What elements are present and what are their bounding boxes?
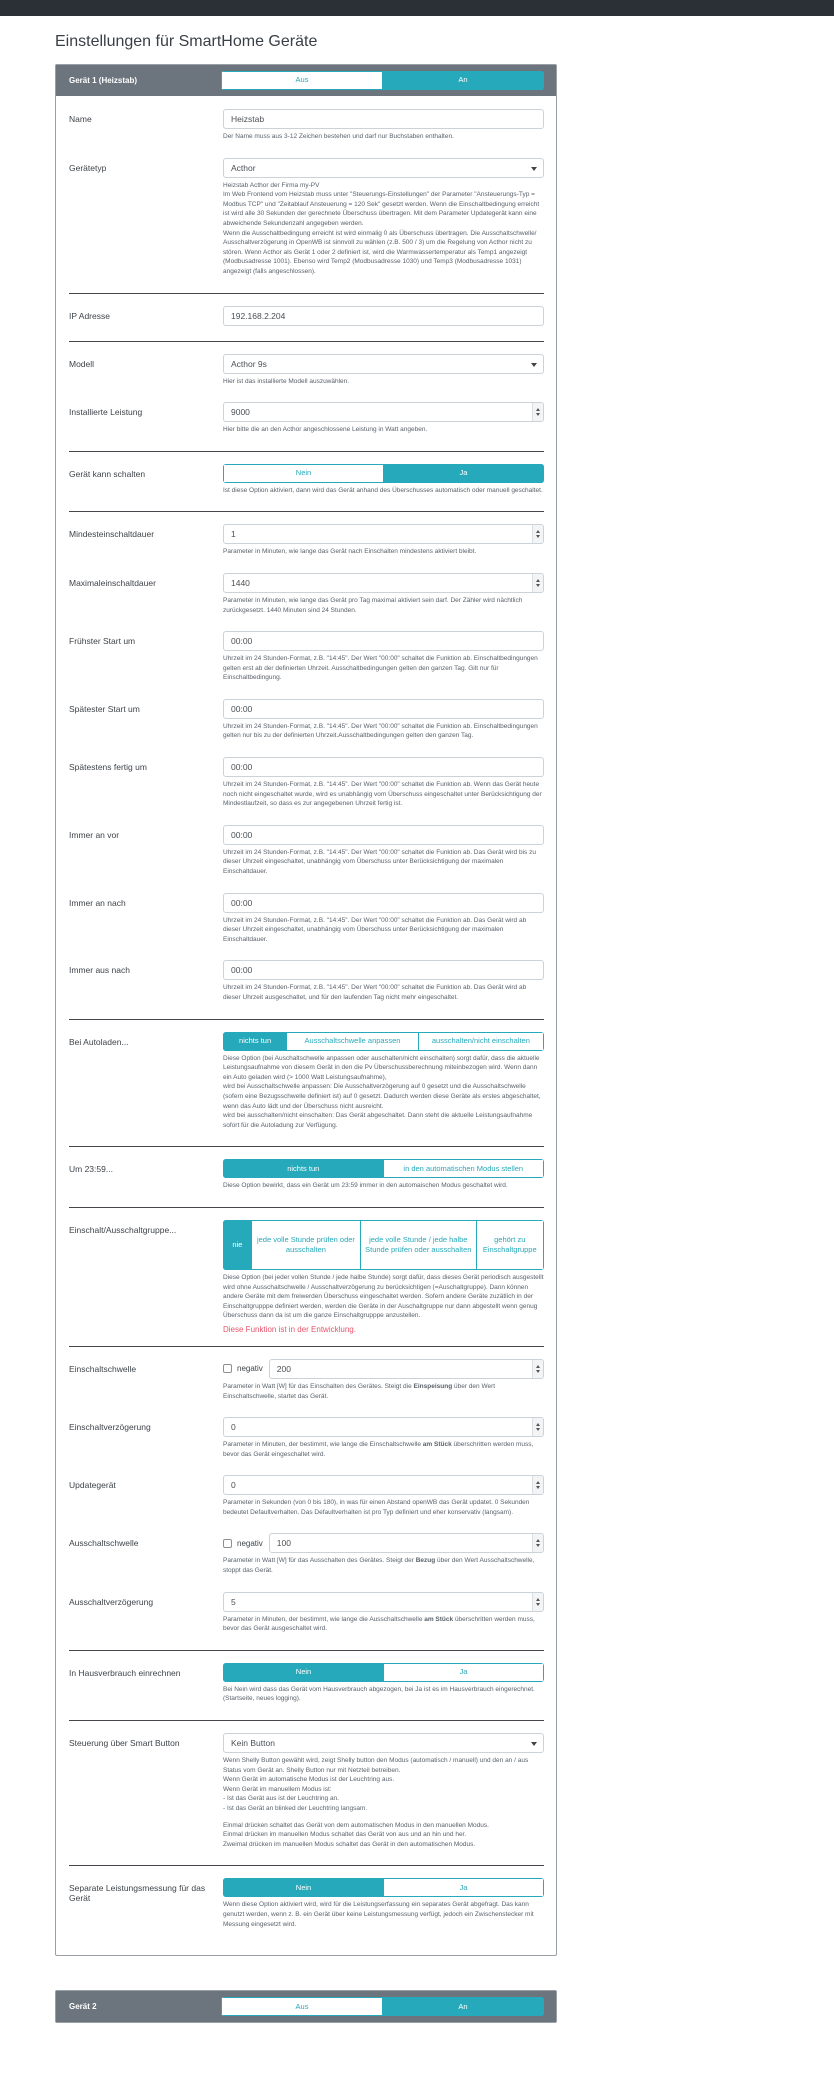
ausschaltverz-label: Ausschaltverzögerung: [69, 1596, 154, 1607]
row-separat: [56, 1878, 556, 1933]
gruppe-help: Diese Option (bei jeder vollen Stunde / jede halbe Stunde) sorgt dafür, dass dieses Gerät periodisch ausgestellt wird ohne Ausschaltschwelle / Ausschaltverzögerung zu berücksichtigen (=Auschaltgruppe). Dann können andere Geräte mit dem freiwerden Überschuss eingeschaltet werden. Sofern andere Geräte zuzätlich in der Einschaltgrupppe definiert werden, werden die Geräte in der Auschaltgruppe nur dann abgestellt wenn genug Überschuss dann da ist um die ganze Einschaltgrupppe anzustellen.: [223, 1273, 544, 1320]
row-autoladen: [56, 1032, 556, 1135]
device2-title: Gerät 2: [69, 2002, 97, 2012]
section-divider: [69, 511, 544, 512]
smartbutton-select[interactable]: [223, 1733, 544, 1753]
autoladen-nichts-tun-button[interactable]: nichts tun: [223, 1032, 287, 1051]
spaetester-label: Spätester Start um: [69, 703, 140, 714]
maximal-label: Maximaleinschaltdauer: [69, 577, 156, 588]
negativ-checkbox-label: negativ: [237, 1364, 263, 1374]
um2359-label: Um 23:59...: [69, 1164, 113, 1175]
einschaltschwelle-input[interactable]: [269, 1359, 544, 1379]
number-spinner[interactable]: [532, 1534, 543, 1552]
chevron-down-icon: [531, 167, 537, 171]
row-leistung: [56, 402, 556, 439]
row-ausschaltschwelle: [56, 1533, 556, 1579]
ausschaltverz-input[interactable]: [223, 1592, 544, 1612]
mindest-input[interactable]: [223, 524, 544, 544]
ausschaltschwelle-label: Ausschaltschwelle: [69, 1538, 139, 1549]
name-label: Name: [69, 114, 92, 124]
row-update: [56, 1475, 556, 1521]
row-gruppe: [56, 1220, 556, 1334]
ausschaltschwelle-help: Parameter in Watt [W] für das Ausschalten des Gerätes. Steigt der Bezug über den Wert Ausschaltschwelle, stoppt das Gerät.: [223, 1557, 535, 1575]
device2-onoff-toggle: [221, 1997, 544, 2016]
kann-schalten-toggle: [223, 464, 544, 483]
section-divider: [69, 1146, 544, 1147]
hausverbrauch-help: Bei Nein wird dass das Gerät vom Hausverbrauch abgezogen, bei Ja ist es im Hausverbrauch eingerechnet. (Startseite, neues logging).: [223, 1685, 535, 1703]
row-modell: [56, 354, 556, 391]
aus-nach-label: Immer aus nach: [69, 965, 130, 976]
device2-header: [56, 1991, 556, 2022]
number-spinner[interactable]: [532, 403, 543, 421]
device1-title: Gerät 1 (Heizstab): [69, 76, 138, 85]
section-divider: [69, 341, 544, 342]
negativ-checkbox[interactable]: [223, 1539, 232, 1548]
fertig-label: Spätestens fertig um: [69, 762, 147, 773]
an-nach-help: Uhrzeit im 24 Stunden-Format, z.B. "14:45". Der Wert "00:00" schaltet die Funktion ab. Das Gerät wird ab dieser Uhrzeit eingeschaltet, unabhängig vom Überschuss unter Berücksichtigung der maximalen Einschaltdauer.: [223, 916, 527, 943]
hausverbrauch-ja-button[interactable]: Ja: [384, 1663, 544, 1682]
update-label: Updategerät: [69, 1480, 116, 1491]
section-divider: [69, 1346, 544, 1347]
chevron-down-icon: [531, 363, 537, 367]
einschaltverz-help: Parameter in Minuten, der bestimmt, wie lange die Einschaltschwelle am Stück überschritten werden muss, bevor das Gerät eingeschaltet wird.: [223, 1441, 534, 1458]
section-divider: [69, 1720, 544, 1721]
row-geraetetyp: [56, 158, 556, 281]
um2359-help: Diese Option bewirkt, dass ein Gerät um 23:59 immer in den automaischen Modus geschaltet wird.: [223, 1182, 508, 1190]
aus-nach-input[interactable]: [223, 960, 544, 980]
gruppe-button-group: [223, 1220, 544, 1270]
gruppe-volle-stunde-button[interactable]: jede volle Stunde prüfen oder ausschalten: [252, 1220, 361, 1270]
gruppe-label: Einschalt/Ausschaltgruppe...: [69, 1224, 177, 1235]
name-help: Der Name muss aus 3-12 Zeichen bestehen und darf nur Buchstaben enthalten.: [223, 133, 454, 140]
device2-an-button[interactable]: An: [383, 1997, 544, 2016]
um2359-nichts-tun-button[interactable]: nichts tun: [223, 1159, 384, 1178]
row-smartbutton: [56, 1733, 556, 1853]
page-title: Einstellungen für SmartHome Geräte: [55, 33, 318, 50]
update-input[interactable]: [223, 1475, 544, 1495]
device1-onoff-toggle: [221, 71, 544, 90]
fruehster-input[interactable]: [223, 631, 544, 651]
separat-help: Wenn diese Option aktiviert wird, wird für die Leistungserfassung ein separates Gerät abgefragt. Das kann genutzt werden, wenn z. B. ein Gerät über keine Leistungsmessung verfügt, jedoch ein Zwischenstecker mit Messung eingesetzt wird.: [223, 1901, 534, 1928]
number-spinner[interactable]: [532, 1360, 543, 1378]
section-divider: [69, 1019, 544, 1020]
maximal-help: Parameter in Minuten, wie lange das Gerät pro Tag maximal aktiviert sein darf. Der Zähler wird nächtlich zurückgesetzt. 1440 Minuten sind 24 Stunden.: [223, 596, 523, 614]
ausschaltverz-help: Parameter in Minuten, der bestimmt, wie lange die Ausschaltschwelle am Stück überschritten werden muss, bevor das Gerät ausgeschaltet wird.: [223, 1615, 535, 1633]
section-divider: [69, 1207, 544, 1208]
gruppe-halbe-stunde-button[interactable]: jede volle Stunde / jede halbe Stunde prüfen oder ausschalten: [361, 1220, 477, 1270]
kann-schalten-help: Ist diese Option aktiviert, dann wird das Gerät anhand des Überschusses automatisch oder manuell geschaltet.: [223, 486, 543, 494]
an-nach-label: Immer an nach: [69, 897, 126, 908]
gruppe-nie-button[interactable]: nie: [223, 1220, 252, 1270]
row-an-vor: [56, 825, 556, 881]
modell-label: Modell: [69, 358, 95, 369]
fruehster-label: Frühster Start um: [69, 636, 136, 647]
geraetetyp-value: Acthor: [231, 162, 256, 173]
row-an-nach: [56, 893, 556, 949]
row-mindest: [56, 524, 556, 561]
number-spinner[interactable]: [532, 1593, 543, 1611]
leistung-help: Hier bitte die an den Acthor angeschlossene Leistung in Watt angeben.: [223, 426, 428, 434]
update-help: Parameter in Sekunden (von 0 bis 180), in was für einen Abstand openWB das Gerät updatet. 0 Sekunden bedeutet Defaultverhalten. Das Defaultverhalten ist pro Typ definiert und eher konservativ (langsam).: [223, 1499, 530, 1516]
separat-toggle: [223, 1878, 544, 1897]
section-divider: [69, 293, 544, 294]
ausschaltschwelle-input[interactable]: [269, 1533, 544, 1553]
chevron-down-icon: [531, 1742, 537, 1746]
spaetester-input[interactable]: [223, 699, 544, 719]
negativ-checkbox[interactable]: [223, 1364, 232, 1373]
um2359-auto-modus-button[interactable]: in den automatischen Modus stellen: [384, 1159, 545, 1178]
number-spinner[interactable]: [532, 1418, 543, 1436]
fruehster-help: Uhrzeit im 24 Stunden-Format, z.B. "14:45". Der Wert "00:00" schaltet die Funktion ab. Einschaltbedingungen gelten erst ab der definierten Uhrzeit. Ausschaltbedingungen gelten den ganzen Tag. Gilt nur für Einschaltbedingung.: [223, 655, 538, 682]
aus-nach-help: Uhrzeit im 24 Stunden-Format, z.B. "14:45". Der Wert "00:00" schaltet die Funktion ab. Das Gerät wird ab dieser Uhrzeit ausgeschaltet, und für den laufenden Tag nicht mehr eingeschaltet.: [223, 984, 527, 1001]
modell-help: Hier ist das installierte Modell auszuwählen.: [223, 377, 350, 385]
device2-aus-button[interactable]: Aus: [221, 1997, 383, 2016]
row-spaetester: [56, 699, 556, 745]
row-hausverbrauch: [56, 1663, 556, 1708]
an-vor-input[interactable]: [223, 825, 544, 845]
top-navbar: [0, 0, 834, 16]
autoladen-label: Bei Autoladen...: [69, 1036, 129, 1047]
fertig-help: Uhrzeit im 24 Stunden-Format, z.B. "14:45". Der Wert "00:00" schaltet die Funktion ab. Wenn das Gerät heute noch nicht eingeschaltet wurde, wird es unabhängig vom Überschuss eingeschaltet unter Berücksichtigung der Mindestlaufzeit, so dass es zur angegebenen Uhrzeit fertig ist.: [223, 781, 542, 808]
geraetetyp-help: Heizstab Acthor der Firma my-PV Im Web Frontend vom Heizstab muss unter "Steuerungs-Einstellungen" der Parameter "Ansteuerungs-Typ = Modbus TCP" und "Zeitablauf Ansteuerung = 120 Sek" gesetzt werden. Wenn die Einschaltbedingung erreicht ist wird alle 30 Sekunden der gerechnete Überschuss übertragen. Mit dem Parameter Updategerät kann eine abweichende Sekundenzahl angegeben werden. Wenn die Ausschaltbedingung erreicht ist wird einmalig 0 als Überschuss übertragen. Die Ausschaltschwelle/ Ausschaltverzögerung in OpenWB ist sinnvoll zu wählen (z.B. 500 / 3) um die Regelung von Acthor nicht zu stören. Wenn Acthor als Gerät 1 oder 2 definiert ist, wird die Warmwassertemperatur als Temp1 angezeigt (Modbusadresse 1001). Ebenso wird Temp2 (Modbusadresse 1030) und Temp3 (Modbusadresse 1031) angezeigt (falls angeschlossen).: [223, 181, 540, 275]
row-ip: [56, 306, 556, 329]
negativ-checkbox-label: negativ: [237, 1538, 263, 1548]
number-spinner[interactable]: [532, 574, 543, 592]
row-maximal: [56, 573, 556, 619]
einschaltschwelle-help: Parameter in Watt [W] für das Einschalten des Gerätes. Steigt die Einspeisung über den Wert Einschaltschwelle, startet das Gerät.: [223, 1382, 496, 1400]
device1-body: [56, 96, 556, 1955]
hausverbrauch-toggle: [223, 1663, 544, 1682]
einschaltverz-input[interactable]: [223, 1417, 544, 1437]
row-einschaltschwelle: [56, 1359, 556, 1405]
smartbutton-value: Kein Button: [231, 1738, 275, 1749]
einschaltschwelle-label: Einschaltschwelle: [69, 1363, 137, 1374]
einschaltverz-label: Einschaltverzögerung: [69, 1422, 151, 1433]
gruppe-einschaltgruppe-button[interactable]: gehört zu Einschaltgruppe: [477, 1220, 544, 1270]
row-fertig: [56, 757, 556, 813]
row-kann-schalten: [56, 464, 556, 500]
leistung-label: Installierte Leistung: [69, 407, 143, 418]
smartbutton-label: Steuerung über Smart Button: [69, 1738, 180, 1749]
device2-card: [55, 1990, 557, 2023]
ip-input[interactable]: [223, 306, 544, 326]
row-name: [56, 109, 556, 146]
mindest-label: Mindesteinschaltdauer: [69, 529, 155, 540]
section-divider: [69, 451, 544, 452]
separat-label: Separate Leistungsmessung für das Gerät: [69, 1883, 206, 1904]
an-nach-input[interactable]: [223, 893, 544, 913]
row-ausschaltverz: [56, 1592, 556, 1638]
um2359-button-group: [223, 1159, 544, 1178]
kann-schalten-nein-button[interactable]: Nein: [223, 464, 384, 483]
an-vor-help: Uhrzeit im 24 Stunden-Format, z.B. "14:45". Der Wert "00:00" schaltet die Funktion ab. Das Gerät wird bis zu dieser Uhrzeit eingeschaltet, unabhängig vom Überschuss unter Berücksichtigung der maximalen Einschaltdauer.: [223, 848, 536, 876]
geraetetyp-label: Gerätetyp: [69, 162, 107, 173]
autoladen-button-group: [223, 1032, 544, 1051]
mindest-help: Parameter in Minuten, wie lange das Gerät nach Einschalten mindestens aktiviert bleibt.: [223, 548, 477, 556]
device1-card: [55, 64, 557, 1956]
ip-label: IP Adresse: [69, 310, 110, 321]
hausverbrauch-nein-button[interactable]: Nein: [223, 1663, 384, 1682]
modell-select[interactable]: [223, 354, 544, 374]
number-spinner[interactable]: [532, 525, 543, 543]
modell-value: Acthor 9s: [231, 358, 267, 369]
row-aus-nach: [56, 960, 556, 1006]
leistung-input[interactable]: [223, 402, 544, 422]
an-vor-label: Immer an vor: [69, 829, 120, 840]
geraetetyp-select[interactable]: [223, 158, 544, 178]
separat-nein-button[interactable]: Nein: [223, 1878, 384, 1897]
gruppe-warning: Diese Funktion ist in der Entwicklung.: [223, 1324, 356, 1334]
row-fruehster: [56, 631, 556, 687]
row-um2359: [56, 1159, 556, 1195]
maximal-input[interactable]: [223, 573, 544, 593]
kann-schalten-label: Gerät kann schalten: [69, 468, 146, 479]
smartbutton-help: Wenn Shelly Button gewählt wird, zeigt Shelly button den Modus (automatisch / manuell) und den an / aus Status vom Gerät an. Shelly Button nur mit Netzteil betreiben. Wenn Gerät im automatische Modus ist der Leuchtring aus. Wenn Gerät im manuellem Modus ist: - Ist das Gerät aus ist der Leuchtring an. - Ist das Gerät an blinked der Leuchtring langsam. Einmal drücken schaltet das Gerät von dem automatischen Modus in den manuellen Modus. Einmal drücken im manuellen Modus schaltet das Gerät von aus und an hin und her. Zweimal drücken im manuellen Modus schaltet das Gerät in den automatischen Modus.: [223, 1757, 529, 1848]
spaetester-help: Uhrzeit im 24 Stunden-Format, z.B. "14:45". Der Wert "00:00" schaltet die Funktion ab. Einschaltbedingungen gelten nur bis zu der definierten Uhrzeit.Ausschaltbedingungen gelten den ganzen Tag.: [223, 722, 538, 740]
section-divider: [69, 1650, 544, 1651]
device1-aus-button[interactable]: Aus: [221, 71, 383, 90]
device1-an-button[interactable]: An: [383, 71, 544, 90]
autoladen-help: Diese Option (bei Auschaltschwelle anpassen oder auschalten/nicht einschalten) sorgt dafür, dass die aktuelle Leistungsaufnahme von diesem Gerät in den die Pv Überschussberechnung miteinbezogen wird. Wenn dann ein Auto geladen wird (> 1000 Watt Leistungsaufnahme), wird bei Ausschaltschwelle anpassen: Die Ausschaltverzögerung auf 0 gesetzt und die Ausschaltschwelle (sofern eine Bezugsschwelle definiert ist) auf 0 gesetzt. Dadurch werden diese Geräte als erstes abgeschaltet, wenn das Auto lädt und der Überschuss nicht ausreicht. wird bei ausschalten/nicht einschalten: Das Gerät abgeschaltet. Dann steht die aktuelle Leistungsaufnahme sofort für die Autoladung zur Verfügung.: [223, 1054, 541, 1129]
number-spinner[interactable]: [532, 1476, 543, 1494]
name-input[interactable]: [223, 109, 544, 129]
device1-header: [56, 65, 556, 96]
separat-ja-button[interactable]: Ja: [384, 1878, 544, 1897]
autoladen-anpassen-button[interactable]: Ausschaltschwelle anpassen: [287, 1032, 419, 1051]
fertig-input[interactable]: [223, 757, 544, 777]
hausverbrauch-label: In Hausverbrauch einrechnen: [69, 1667, 181, 1678]
section-divider: [69, 1865, 544, 1866]
row-einschaltverz: [56, 1417, 556, 1463]
kann-schalten-ja-button[interactable]: Ja: [384, 464, 544, 483]
autoladen-ausschalten-button[interactable]: ausschalten/nicht einschalten: [419, 1032, 544, 1051]
